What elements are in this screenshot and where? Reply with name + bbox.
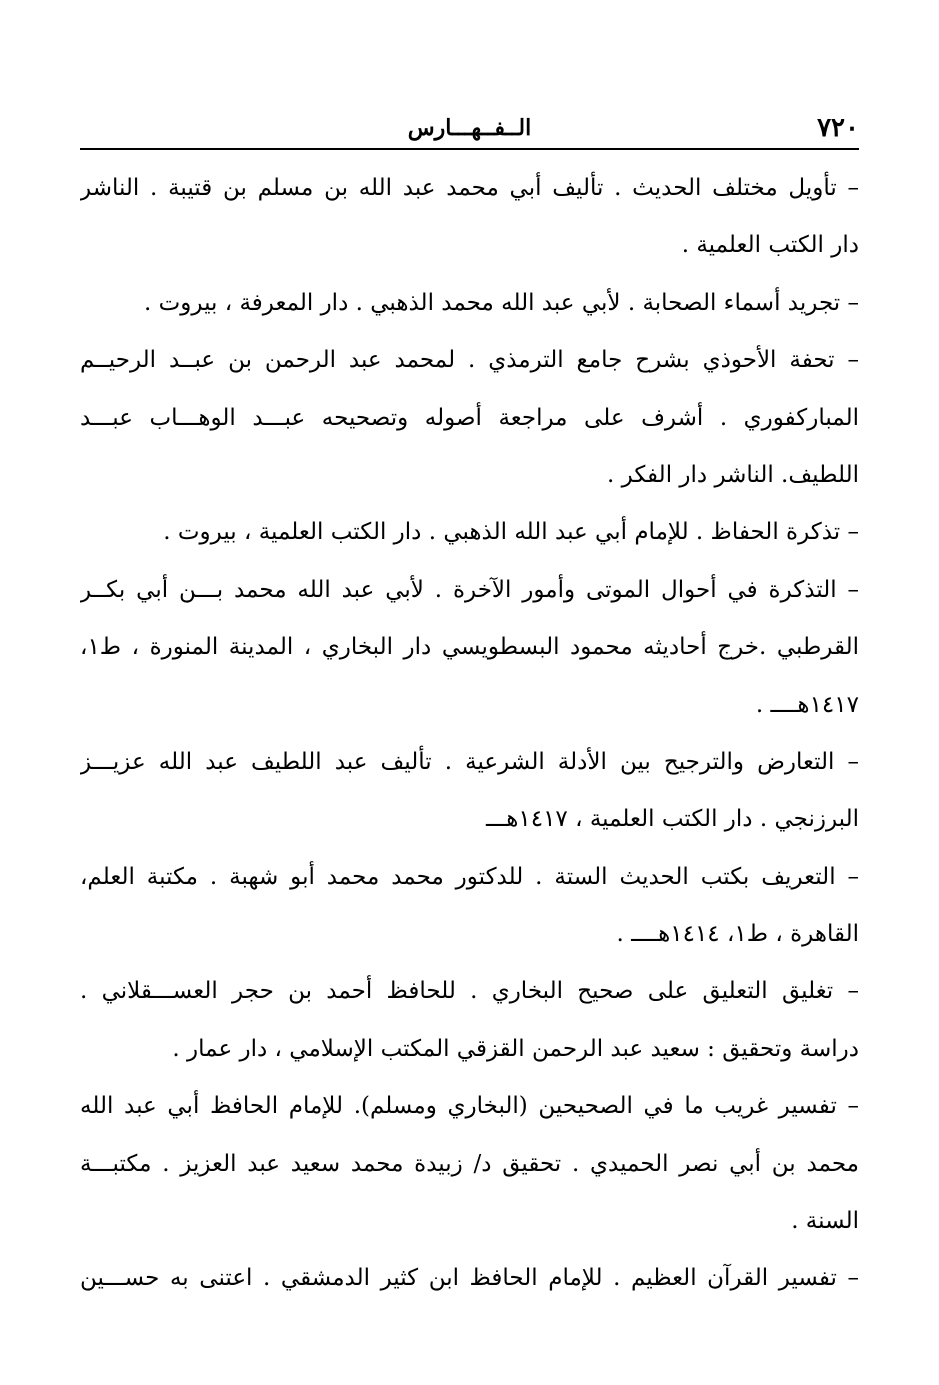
page-number: ٧٢٠ [817,113,859,143]
text-line: – تفسير غريب ما في الصحيحين (البخاري ومسلم). للإمام الحافظ أبي عبد الله [80,1093,859,1120]
text-line: القرطبي .خرج أحاديثه محمود البسطويسي دار البخاري ، المدينة المنورة ، ط١، [80,634,859,661]
text-line: – التعريف بكتب الحديث الستة . للدكتور محمد محمد أبو شهبة . مكتبة العلم، [80,863,859,890]
text-line: محمد بن أبي نصر الحميدي . تحقيق د/ زبيدة محمد سعيد عبد العزيز . مكتبـــة [80,1150,859,1177]
text-line: دراسة وتحقيق : سعيد عبد الرحمن القزقي المكتب الإسلامي ، دار عمار . [172,1035,859,1062]
text-line: المباركفوري . أشرف على مراجعة أصوله وتصحيحه عبـــد الوهـــاب عبـــد [80,404,859,431]
text-line: – التعارض والترجيح بين الأدلة الشرعية . تأليف عبد اللطيف عبد الله عزيـــز [80,748,859,775]
page-header [80,108,859,148]
header-rule [80,148,859,150]
text-line: – تجريد أسماء الصحابة . لأبي عبد الله محمد الذهبي . دار المعرفة ، بيروت . [144,289,859,316]
text-line: – تذكرة الحفاظ . للإمام أبي عبد الله الذهبي . دار الكتب العلمية ، بيروت . [163,519,859,546]
text-line: دار الكتب العلمية . [681,232,859,259]
text-line: القاهرة ، ط١، ١٤١٤هــــ . [616,921,859,948]
text-line: – التذكرة في أحوال الموتى وأمور الآخرة . لأبي عبد الله محمد بـــن أبي بكــر [80,576,859,603]
text-line: ١٤١٧هــــ . [755,691,859,718]
text-line: – تأويل مختلف الحديث . تأليف أبي محمد عبد الله بن مسلم بن قتيبة . الناشر [80,175,859,201]
text-line: – تغليق التعليق على صحيح البخاري . للحافظ أحمد بن حجر العســـقلاني . [80,978,859,1005]
text-line: السنة . [791,1208,859,1235]
text-line: البرزنجي . دار الكتب العلمية ، ١٤١٧هـــ [486,806,859,833]
bibliography-list [80,160,859,1308]
text-line: اللطيف. الناشر دار الفكر . [607,461,859,488]
text-line: – تحفة الأحوذي بشرح جامع الترمذي . لمحمد عبد الرحمن بن عبــد الرحيــم [80,347,859,374]
text-line: – تفسير القرآن العظيم . للإمام الحافظ ابن كثير الدمشقي . اعتنى به حســـين [80,1265,859,1292]
running-title: الــفــهـــارس [407,115,532,141]
